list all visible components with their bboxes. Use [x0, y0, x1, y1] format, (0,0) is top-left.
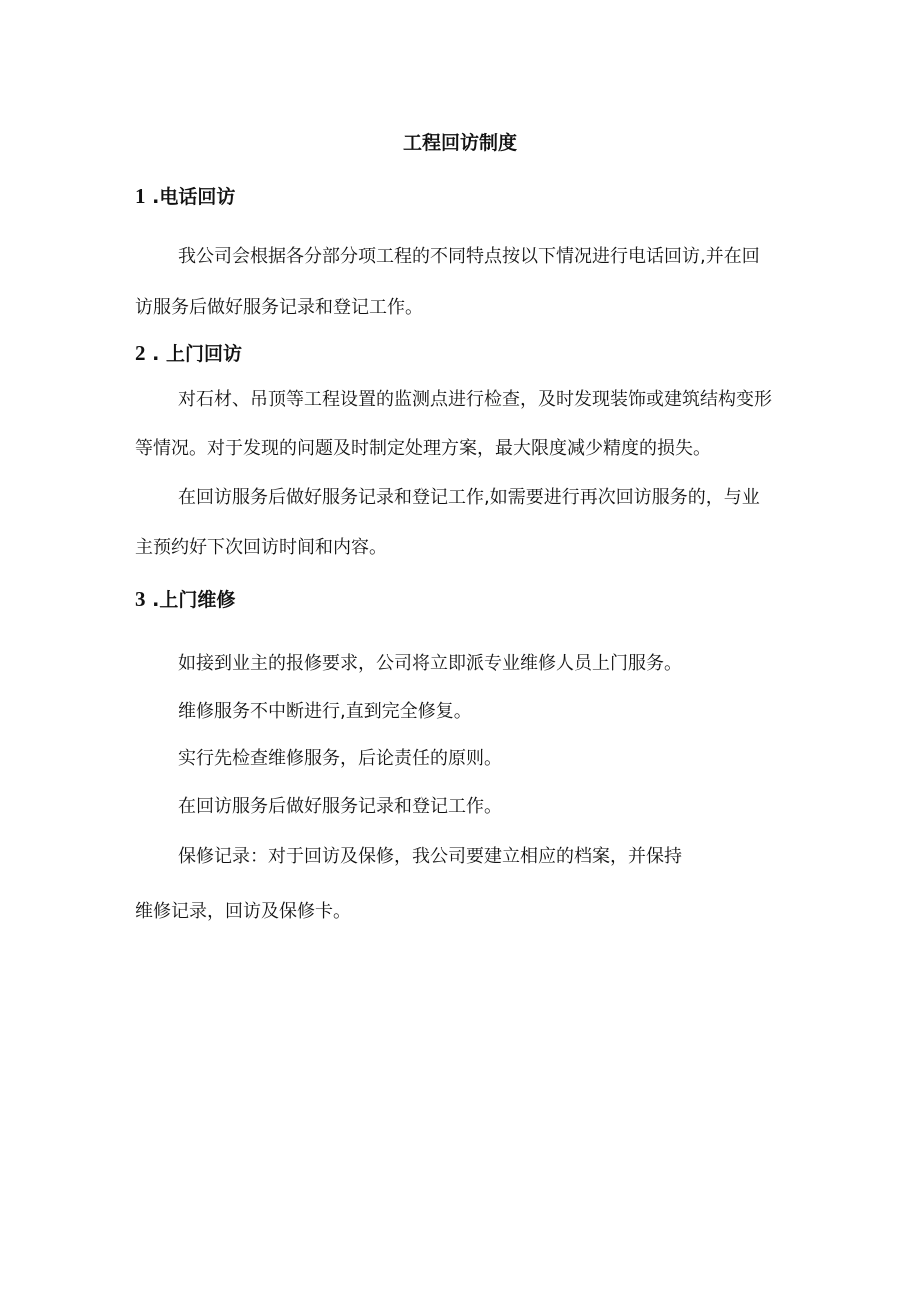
paragraph-line: 如接到业主的报修要求，公司将立即派专业维修人员上门服务。	[178, 653, 682, 674]
section-heading-2	[135, 339, 242, 368]
paragraph-line: 保修记录：对于回访及保修，我公司要建立相应的档案，并保持	[178, 846, 682, 867]
section-title: .上门维修	[152, 589, 236, 611]
paragraph-line: 对石材、吊顶等工程设置的监测点进行检查，及时发现装饰或建筑结构变形	[178, 389, 772, 410]
section-number: 3	[135, 587, 146, 611]
section-heading-1	[135, 182, 235, 211]
paragraph-line: 等情况。对于发现的问题及时制定处理方案，最大限度减少精度的损失。	[135, 438, 711, 459]
paragraph-line: 维修服务不中断进行,直到完全修复。	[178, 701, 472, 722]
paragraph-line: 主预约好下次回访时间和内容。	[135, 537, 387, 558]
section-heading-3	[135, 585, 235, 614]
section-number: 1	[135, 184, 146, 208]
paragraph-line: 在回访服务后做好服务记录和登记工作。	[178, 796, 502, 817]
section-number: 2	[135, 341, 146, 365]
paragraph-line: 维修记录，回访及保修卡。	[135, 901, 351, 922]
paragraph-line: 实行先检查维修服务，后论责任的原则。	[178, 748, 502, 769]
paragraph-line: 访服务后做好服务记录和登记工作。	[135, 297, 423, 318]
section-title: .电话回访	[152, 186, 236, 208]
section-title: . 上门回访	[152, 343, 242, 365]
paragraph-line: 在回访服务后做好服务记录和登记工作,如需要进行再次回访服务的，与业	[178, 487, 760, 508]
paragraph-line: 我公司会根据各分部分项工程的不同特点按以下情况进行电话回访,并在回	[178, 246, 760, 267]
document-title: 工程回访制度	[402, 132, 517, 154]
